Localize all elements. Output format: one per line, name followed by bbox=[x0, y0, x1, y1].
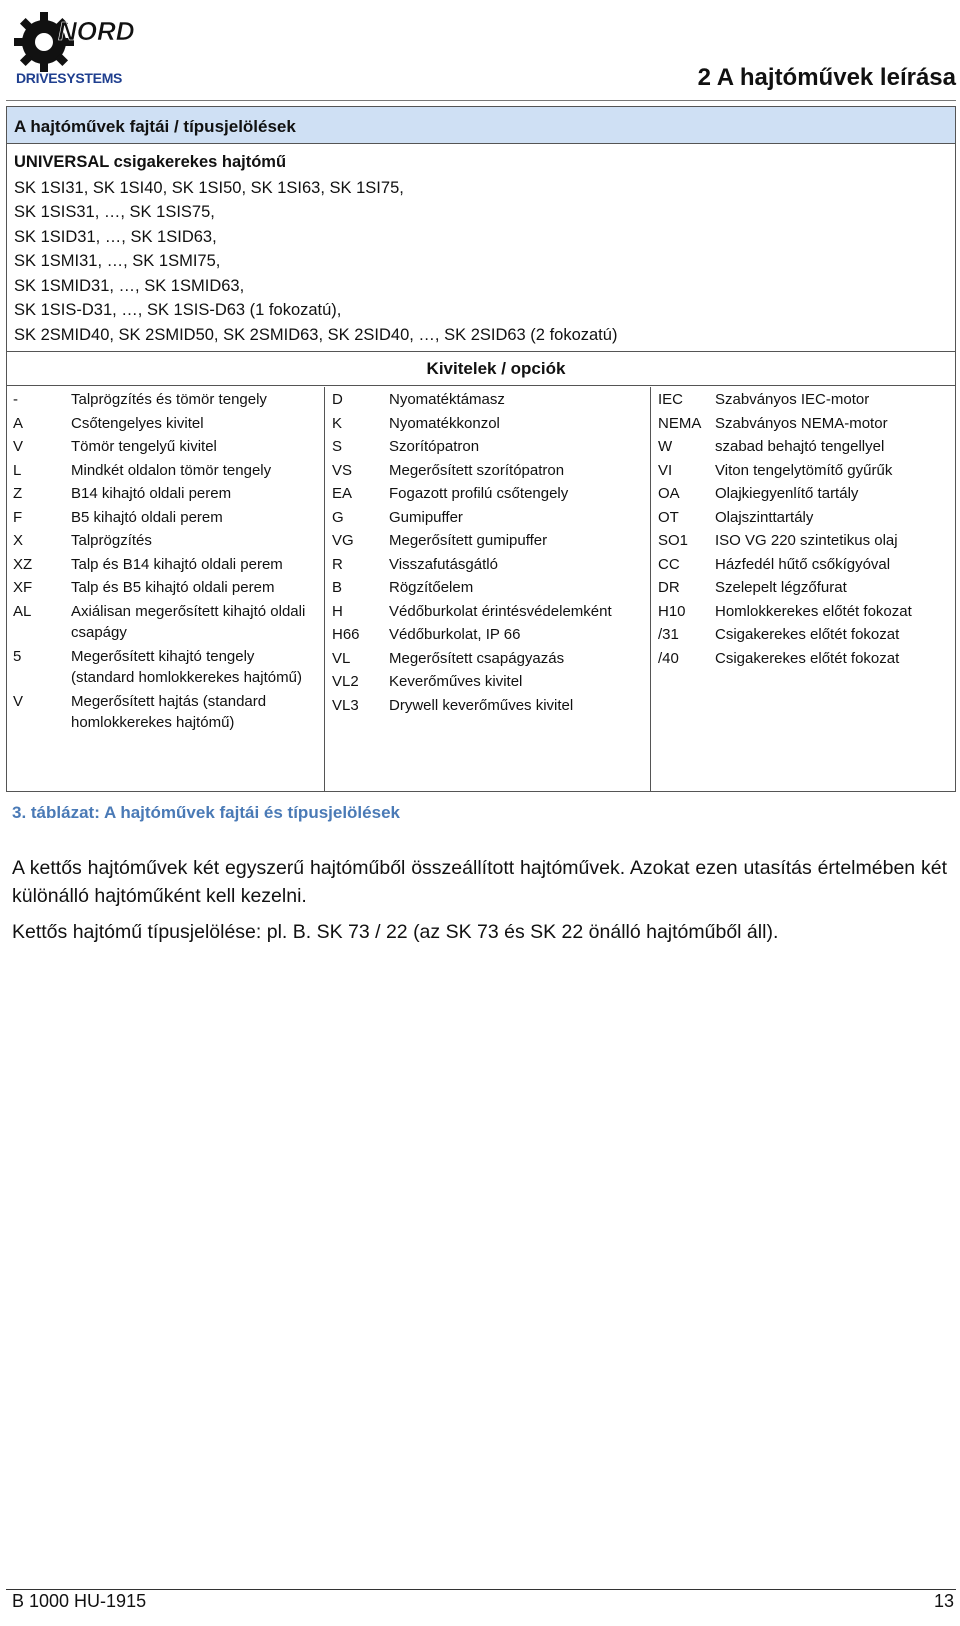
type-line: SK 1SIS-D31, …, SK 1SIS-D63 (1 fokozatú), bbox=[14, 301, 342, 319]
option-desc: Szabványos NEMA-motor bbox=[715, 414, 888, 432]
option-desc: Nyomatékkonzol bbox=[389, 414, 500, 432]
option-code: D bbox=[332, 391, 343, 408]
option-desc: Védőburkolat érintésvédelemként bbox=[389, 602, 612, 620]
option-row bbox=[325, 577, 650, 599]
logo-subline: DRIVESYSTEMS bbox=[16, 70, 123, 86]
options-title: Kivitelek / opciók bbox=[7, 352, 955, 386]
option-desc: Csigakerekes előtét fokozat bbox=[715, 626, 900, 643]
option-desc: Drywell keverőműves kivitel bbox=[389, 696, 574, 714]
option-code: - bbox=[13, 391, 18, 408]
option-row bbox=[651, 389, 955, 411]
option-desc: Talprögzítés és tömör tengely bbox=[71, 391, 267, 408]
option-code: XF bbox=[13, 579, 33, 596]
option-desc: B5 kihajtó oldali perem bbox=[71, 508, 223, 526]
option-desc: Megerősített kihajtó tengely (standard homlokkerekes hajtómű) bbox=[71, 647, 302, 686]
option-code: V bbox=[13, 438, 24, 455]
options-column-2 bbox=[325, 387, 651, 791]
option-row bbox=[651, 601, 955, 623]
option-desc: szabad behajtó tengellyel bbox=[715, 438, 885, 455]
option-row bbox=[7, 436, 324, 458]
option-code: VG bbox=[332, 532, 354, 549]
option-code: V bbox=[13, 692, 24, 710]
option-row bbox=[651, 483, 955, 505]
footer-doc-id: B 1000 HU-1915 bbox=[12, 1591, 147, 1611]
option-desc: Olajszinttartály bbox=[715, 508, 814, 526]
option-code: EA bbox=[332, 485, 353, 502]
option-row bbox=[651, 436, 955, 458]
option-row bbox=[7, 483, 324, 505]
option-desc: Megerősített szorítópatron bbox=[389, 461, 565, 479]
option-desc: Talp és B14 kihajtó oldali perem bbox=[71, 555, 283, 573]
option-row bbox=[7, 389, 324, 411]
option-row bbox=[7, 507, 324, 529]
option-row bbox=[325, 671, 650, 693]
option-code: OT bbox=[658, 508, 679, 526]
option-desc: Homlokkerekes előtét fokozat bbox=[715, 602, 912, 620]
option-desc: Talp és B5 kihajtó oldali perem bbox=[71, 579, 275, 596]
option-code: H10 bbox=[658, 602, 686, 620]
option-desc: Megerősített hajtás (standard homlokkerekes hajtómű) bbox=[71, 692, 267, 731]
option-code: VL3 bbox=[332, 696, 359, 714]
option-desc: Csigakerekes előtét fokozat bbox=[715, 649, 900, 667]
option-row bbox=[325, 695, 650, 717]
option-code: A bbox=[13, 414, 24, 432]
body-paragraph: Kettős hajtómű típusjelölése: pl. B. SK 73 / 22 (az SK 73 és SK 22 önálló hajtóműből áll). bbox=[12, 921, 779, 943]
type-designations-block bbox=[6, 144, 956, 352]
footer-divider bbox=[6, 1589, 956, 1590]
option-code: X bbox=[13, 532, 24, 549]
option-code: XZ bbox=[13, 555, 33, 573]
option-desc: Visszafutásgátló bbox=[389, 555, 498, 573]
option-code: IEC bbox=[658, 391, 684, 408]
option-row bbox=[325, 507, 650, 529]
option-code: VS bbox=[332, 461, 353, 479]
options-column-1 bbox=[7, 387, 325, 791]
product-group-title: UNIVERSAL csigakerekes hajtómű bbox=[14, 153, 287, 171]
option-desc: ISO VG 220 szintetikus olaj bbox=[715, 532, 898, 549]
option-row bbox=[651, 413, 955, 435]
option-code: W bbox=[658, 438, 673, 455]
option-desc: B14 kihajtó oldali perem bbox=[71, 485, 232, 502]
option-row bbox=[651, 577, 955, 599]
table-caption: 3. táblázat: A hajtóművek fajtái és típusjelölések bbox=[12, 803, 400, 822]
option-row bbox=[651, 507, 955, 529]
option-code: B bbox=[332, 579, 343, 596]
option-desc: Szabványos IEC-motor bbox=[715, 391, 870, 408]
option-code: CC bbox=[658, 555, 680, 573]
option-desc: Keverőműves kivitel bbox=[389, 673, 523, 690]
option-row bbox=[7, 577, 324, 599]
option-row bbox=[651, 530, 955, 552]
option-desc: Talprögzítés bbox=[71, 532, 152, 549]
option-code: H bbox=[332, 602, 343, 620]
option-code: S bbox=[332, 438, 343, 455]
option-desc: Gumipuffer bbox=[389, 508, 463, 526]
option-desc: Viton tengelytömítő gyűrűk bbox=[715, 461, 893, 479]
option-row bbox=[325, 483, 650, 505]
option-code: F bbox=[13, 508, 23, 526]
option-row bbox=[7, 530, 324, 552]
option-row bbox=[7, 691, 324, 734]
option-row bbox=[651, 460, 955, 482]
option-desc: Nyomatéktámasz bbox=[389, 391, 505, 408]
option-code: VL bbox=[332, 649, 351, 667]
option-row bbox=[651, 624, 955, 646]
option-row bbox=[651, 648, 955, 670]
option-row bbox=[7, 460, 324, 482]
option-desc: Védőburkolat, IP 66 bbox=[389, 626, 521, 643]
type-line: SK 2SMID40, SK 2SMID50, SK 2SMID63, SK 2SID40, …, SK 2SID63 (2 fokozatú) bbox=[14, 325, 618, 344]
option-code: G bbox=[332, 508, 344, 526]
option-code: VL2 bbox=[332, 673, 359, 690]
option-row bbox=[325, 554, 650, 576]
option-row bbox=[7, 646, 324, 689]
type-line: SK 1SIS31, …, SK 1SIS75, bbox=[14, 203, 215, 221]
header-divider bbox=[6, 100, 956, 101]
gearbox-types-table bbox=[6, 106, 956, 792]
option-code: NEMA bbox=[658, 414, 702, 432]
option-desc: Szorítópatron bbox=[389, 438, 480, 455]
option-code: 5 bbox=[13, 647, 22, 665]
option-row bbox=[325, 436, 650, 458]
option-desc: Mindkét oldalon tömör tengely bbox=[71, 461, 272, 479]
logo-wordmark: NORD bbox=[58, 16, 135, 46]
footer-page-number: 13 bbox=[933, 1591, 954, 1611]
option-row bbox=[325, 601, 650, 623]
option-code: AL bbox=[13, 602, 32, 620]
option-code: H66 bbox=[332, 626, 360, 643]
option-row bbox=[325, 413, 650, 435]
option-row bbox=[7, 601, 324, 644]
option-code: DR bbox=[658, 579, 680, 596]
option-desc: Tömör tengelyű kivitel bbox=[71, 438, 217, 455]
option-code: K bbox=[332, 414, 343, 432]
section-title: 2 A hajtóművek leírása bbox=[697, 64, 956, 91]
option-desc: Megerősített gumipuffer bbox=[389, 532, 548, 549]
type-line: SK 1SMI31, …, SK 1SMI75, bbox=[14, 252, 221, 270]
option-code: OA bbox=[658, 485, 680, 502]
option-desc: Szelepelt légzőfurat bbox=[715, 579, 847, 596]
option-row bbox=[325, 389, 650, 411]
option-code: R bbox=[332, 555, 343, 573]
type-line: SK 1SID31, …, SK 1SID63, bbox=[14, 227, 217, 246]
type-line: SK 1SI31, SK 1SI40, SK 1SI50, SK 1SI63, SK 1SI75, bbox=[14, 178, 404, 197]
option-row bbox=[7, 413, 324, 435]
option-desc: Olajkiegyenlítő tartály bbox=[715, 485, 859, 502]
option-code: /40 bbox=[658, 649, 679, 667]
type-line: SK 1SMID31, …, SK 1SMID63, bbox=[14, 276, 245, 295]
option-row bbox=[325, 460, 650, 482]
table-heading: A hajtóművek fajtái / típusjelölések bbox=[6, 106, 956, 144]
option-desc: Rögzítőelem bbox=[389, 579, 474, 596]
option-desc: Csőtengelyes kivitel bbox=[71, 414, 204, 432]
option-row bbox=[325, 648, 650, 670]
option-desc: Fogazott profilú csőtengely bbox=[389, 485, 569, 502]
options-block bbox=[6, 352, 956, 792]
options-column-3 bbox=[651, 387, 955, 791]
option-row bbox=[651, 554, 955, 576]
option-desc: Házfedél hűtő csőkígyóval bbox=[715, 555, 891, 573]
option-code: Z bbox=[13, 485, 23, 502]
option-desc: Megerősített csapágyazás bbox=[389, 649, 565, 667]
option-row bbox=[7, 554, 324, 576]
option-code: L bbox=[13, 461, 22, 479]
body-paragraph: A kettős hajtóművek két egyszerű hajtóműből összeállított hajtóművek. Azokat ezen utasítás értelmében két különálló hajtóműként kell kezelni. bbox=[12, 857, 947, 907]
option-desc: Axiálisan megerősített kihajtó oldali csapágy bbox=[71, 602, 306, 641]
option-code: /31 bbox=[658, 626, 679, 643]
option-code: VI bbox=[658, 461, 673, 479]
option-code: SO1 bbox=[658, 532, 689, 549]
option-row bbox=[325, 530, 650, 552]
option-row bbox=[325, 624, 650, 646]
